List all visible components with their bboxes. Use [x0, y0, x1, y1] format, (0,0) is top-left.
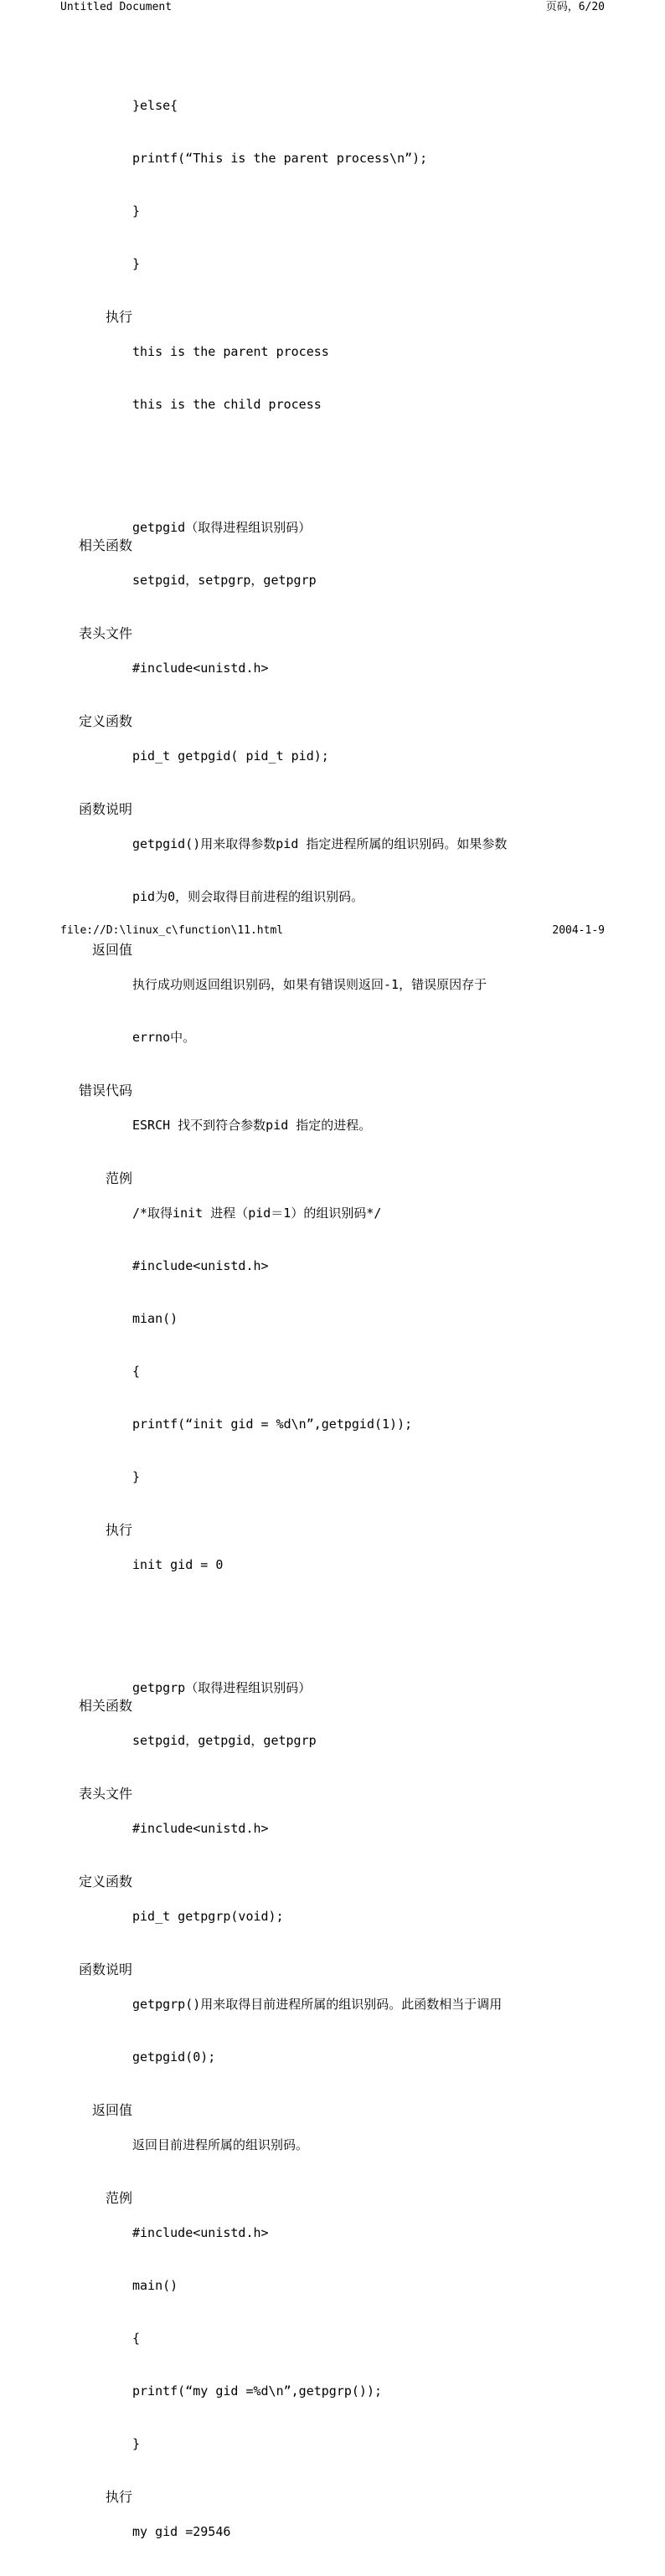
function-title: getpgid（取得进程组识别码） [132, 520, 312, 535]
row-label: 相关函数 [78, 537, 132, 553]
row-label: 定义函数 [78, 713, 132, 729]
info-row [67, 941, 603, 1082]
row-label: 执行 [105, 1522, 132, 1538]
example-code: /*取得init 进程（pid＝1）的组识别码*/ #include<unistd.h> mian() { printf(“init gid = %d\n”,getpgid(1)); } [132, 1206, 413, 1484]
code-lines [132, 62, 603, 308]
row-body: pid_t getpgrp(void); [132, 1909, 284, 1924]
section-spacer [67, 1609, 603, 1679]
info-row [67, 1785, 603, 1873]
section-spacer [67, 449, 603, 519]
row-body: my gid =29546 [132, 2524, 231, 2539]
info-row [67, 800, 603, 941]
row-label: 执行 [105, 2489, 132, 2505]
file-path: file://D:\linux_c\function\11.html [60, 924, 284, 937]
row-body: 执行成功则返回组识别码，如果有错误则返回-1，错误原因存于 errno中。 [132, 977, 487, 1045]
row-body: init gid = 0 [132, 1557, 224, 1572]
code-line: } [132, 203, 141, 219]
document-title: Untitled Document [60, 1, 173, 13]
row-body: pid_t getpgid( pid_t pid); [132, 748, 329, 764]
info-row [67, 1961, 603, 2101]
info-row [67, 712, 603, 800]
code-continuation [67, 62, 603, 308]
row-label: 范例 [105, 2190, 132, 2206]
row-label: 范例 [105, 1170, 132, 1186]
info-row [67, 1082, 603, 1170]
output-line: this is the child process [132, 397, 322, 412]
row-label: 函数说明 [78, 1962, 132, 1977]
row-body: #include<unistd.h> [132, 661, 269, 676]
info-row [67, 2101, 603, 2189]
row-body: getpgid()用来取得参数pid 指定进程所属的组识别码。如果参数 pid为0，则会取得目前进程的组识别码。 [132, 836, 508, 904]
row-label: 错误代码 [78, 1082, 132, 1098]
row-label: 表头文件 [78, 1786, 132, 1802]
row-label: 定义函数 [78, 1874, 132, 1890]
page-content [67, 62, 603, 2576]
code-line: } [132, 256, 141, 271]
function-title: getpgrp（取得进程组识别码） [132, 1680, 312, 1695]
section-getpgrp [67, 1679, 603, 2576]
row-body: #include<unistd.h> [132, 1821, 269, 1836]
example-code: #include<unistd.h> main() { printf(“my gid =%d\n”,getpgrp()); } [132, 2225, 383, 2451]
function-title-row [67, 1679, 603, 1697]
info-row [67, 1873, 603, 1961]
info-row [67, 1170, 603, 1521]
code-line: printf(“This is the parent process\n”); [132, 151, 428, 166]
row-body: setpgid，setpgrp，getpgrp [132, 573, 317, 588]
row-label: 返回值 [91, 2102, 132, 2118]
row-label: 执行 [105, 309, 132, 325]
row-body: getpgrp()用来取得目前进程所属的组识别码。此函数相当于调用 getpgid(0); [132, 1997, 503, 2064]
row-label: 表头文件 [78, 625, 132, 641]
code-line: }else{ [132, 98, 178, 113]
function-title-row [67, 519, 603, 537]
info-row [67, 625, 603, 712]
info-row [67, 2189, 603, 2488]
info-row [67, 1697, 603, 1785]
row-label: 返回值 [91, 942, 132, 958]
info-row [67, 537, 603, 625]
exec-output-row [67, 308, 603, 449]
row-body: 返回目前进程所属的组识别码。 [132, 2137, 309, 2152]
row-body: setpgid，getpgid，getpgrp [132, 1733, 317, 1748]
row-label: 相关函数 [78, 1698, 132, 1714]
exec-output [132, 308, 603, 449]
info-row [67, 2488, 603, 2576]
section-getpgid [67, 519, 603, 1609]
row-body: ESRCH 找不到符合参数pid 指定的进程。 [132, 1118, 372, 1133]
print-date: 2004-1-9 [552, 924, 605, 937]
row-label: 函数说明 [78, 801, 132, 817]
page-indicator: 页码，6/20 [545, 1, 605, 13]
info-row [67, 1521, 603, 1609]
output-line: this is the parent process [132, 344, 329, 359]
